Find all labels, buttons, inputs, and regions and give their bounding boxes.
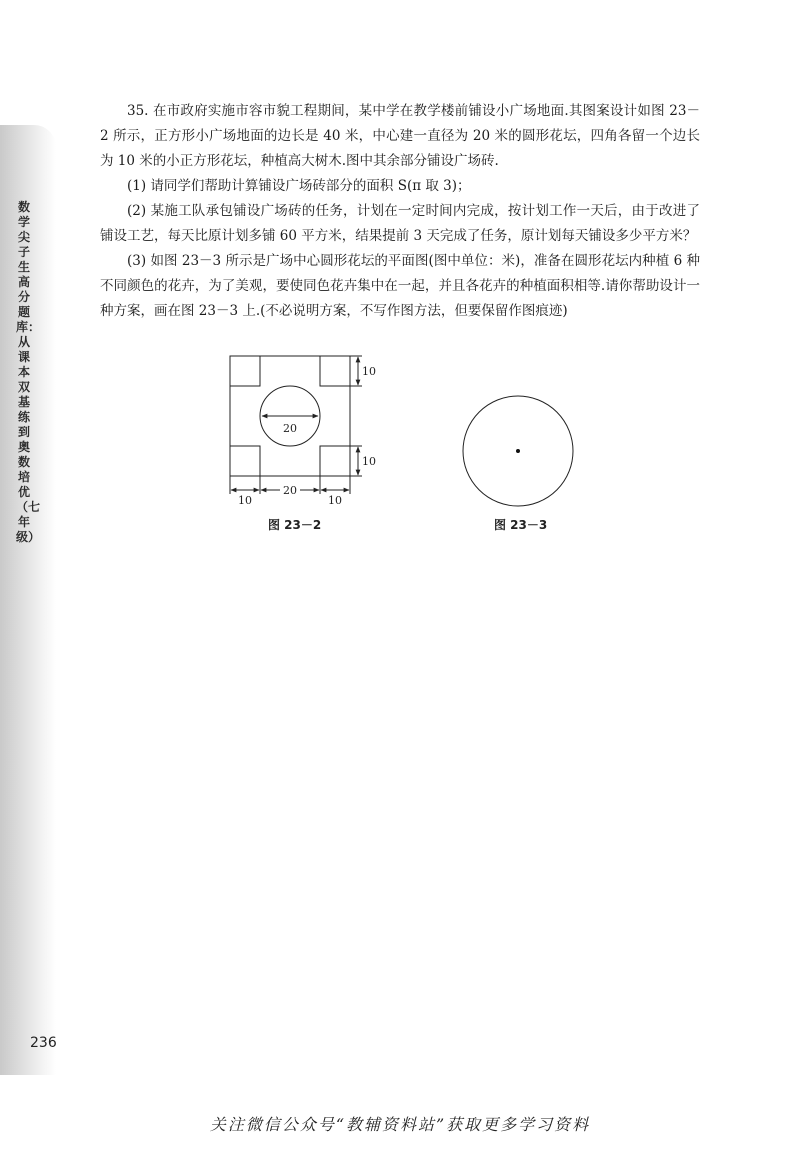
problem-35 xyxy=(100,99,700,324)
label-bottom-right: 10 xyxy=(328,494,342,507)
label-diameter: 20 xyxy=(283,422,297,435)
label-right-bottom: 10 xyxy=(362,455,376,468)
question-1: (1) 请同学们帮助计算铺设广场砖部分的面积 S(π 取 3)； xyxy=(127,178,471,194)
center-point xyxy=(516,449,520,453)
problem-statement: 35. 在市政府实施市容市貌工程期间，某中学在教学楼前铺设小广场地面.其图案设计如图 23－2 所示，正方形小广场地面的边长是 40 米，中心建一直径为 20 米的圆形花坛，四角各留一个边长为 10 米的小正方形花坛，种植高大树木.图中其余部分铺设广场砖. xyxy=(100,103,700,169)
corner-square-top-right xyxy=(320,356,350,386)
caption-figure-23-2: 图 23－2 xyxy=(268,518,322,532)
caption-figure-23-3: 图 23－3 xyxy=(494,518,548,532)
figure-23-3 xyxy=(460,392,580,512)
question-2: (2) 某施工队承包铺设广场砖的任务，计划在一定时间内完成，按计划工作一天后，由于改进了铺设工艺，每天比原计划多铺 60 平方米，结果提前 3 天完成了任务，原计划每天铺设多少平方米？ xyxy=(100,203,700,244)
label-bottom-middle: 20 xyxy=(283,484,297,497)
corner-square-bottom-right xyxy=(320,446,350,476)
footer-promo: 关注微信公众号“教辅资料站”获取更多学习资料 xyxy=(209,1115,591,1134)
corner-square-top-left xyxy=(230,356,260,386)
corner-square-bottom-left xyxy=(230,446,260,476)
book-title: 数学尖子生高分题库：从课本双基练到奥数培优（七年级） xyxy=(16,200,41,544)
label-bottom-left: 10 xyxy=(238,494,252,507)
label-right-top: 10 xyxy=(362,365,376,378)
question-3: (3) 如图 23－3 所示是广场中心圆形花坛的平面图(图中单位：米)，准备在圆形花坛内种植 6 种不同颜色的花卉，为了美观，要使同色花卉集中在一起，并且各花卉的种植面积相等.请你帮助设计一种方案，画在图 23－3 上.(不必说明方案，不写作图方法，但要保留作图痕迹) xyxy=(100,253,700,319)
page-number: 236 xyxy=(30,1035,57,1051)
figure-23-2 xyxy=(222,350,382,512)
